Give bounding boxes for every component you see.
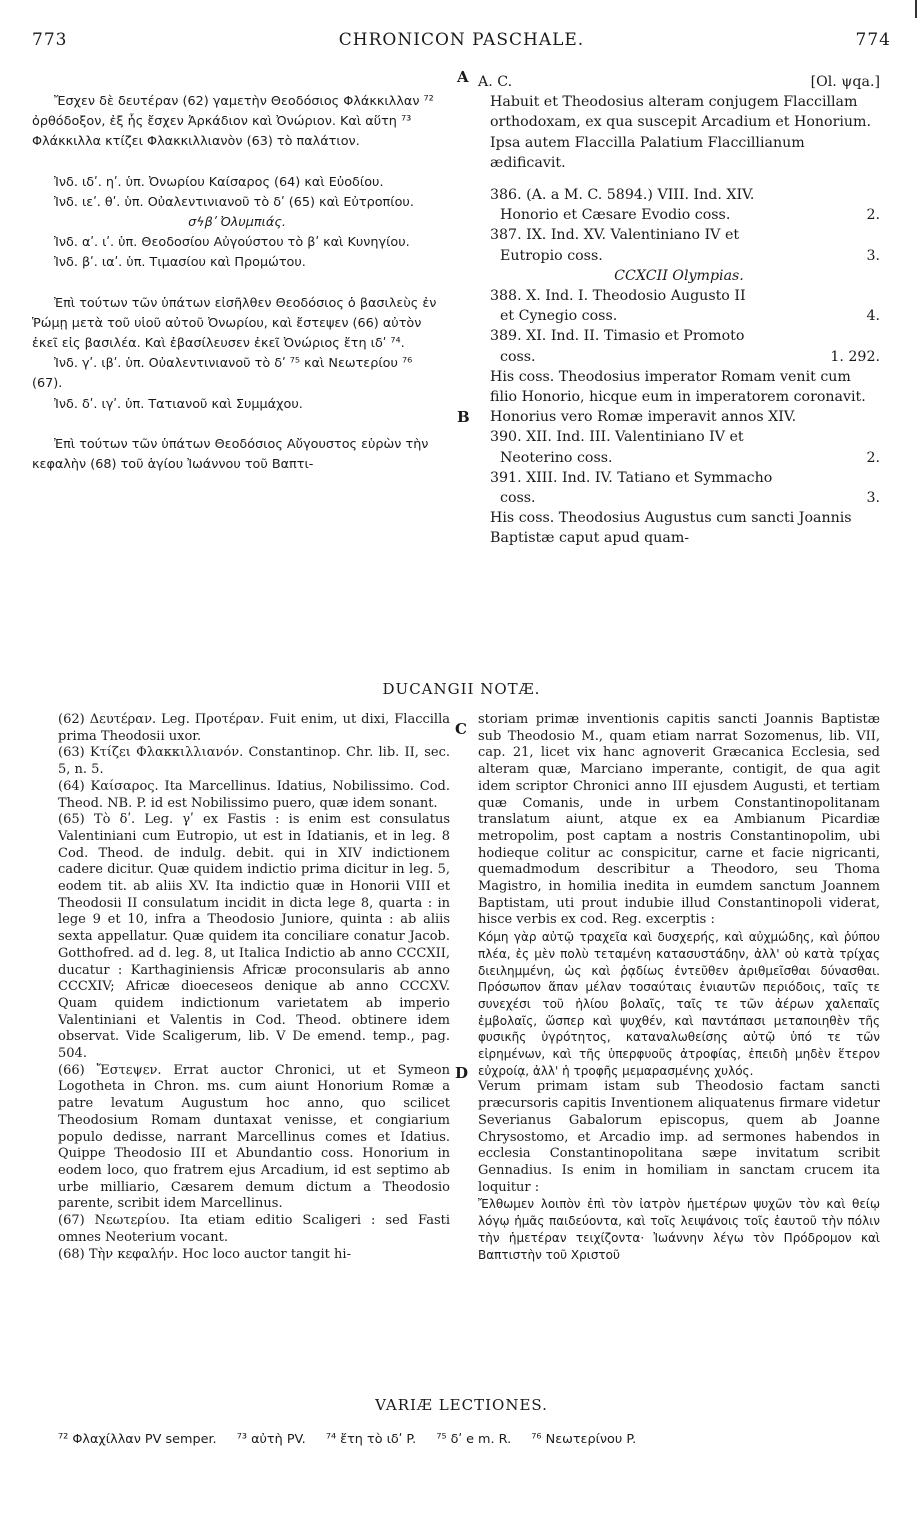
margin-mark-c: C xyxy=(455,720,467,738)
olympiad-year-number: 2. xyxy=(866,449,880,466)
latin-consuls: Neoterino coss. xyxy=(500,449,613,466)
notes-heading: DUCANGII NOTÆ. xyxy=(382,680,541,698)
latin-consuls: Eutropio coss. xyxy=(500,247,603,264)
note-67: (67) Νεωτερίου. Ita etiam editio Scaligeri : sed Fasti omnes Neoterium vocant. xyxy=(58,1213,450,1245)
latin-year-entry-line xyxy=(478,205,880,225)
greek-olympiad-heading: σϟβʹ Ὀλυμπιάς. xyxy=(188,215,286,231)
greek-paragraph: Ἔσχεν δὲ δευτέραν (62) γαμετὴν Θεοδόσιος Φλάκκιλλαν ⁷² ὀρθόδοξον, ἐξ ἧς ἔσχεν Ἀρκάδιον καὶ Ὀνώριον. Καὶ αὕτη ⁷³ Φλάκκιλλα κτίζει Φλακκιλλιανὸν (63) τὸ παλάτιον. xyxy=(32,94,434,150)
variant-reading: ⁷² Φλαχίλλαν PV semper. xyxy=(58,1432,217,1447)
running-title: CHRONICON PASCHALE. xyxy=(338,30,585,50)
latin-year-entry: 388. X. Ind. I. Theodosio Augusto II xyxy=(490,288,746,305)
latin-consuls: coss. xyxy=(500,348,536,365)
greek-quotation: Ἔλθωμεν λοιπὸν ἐπὶ τὸν ἰατρὸν ἡμετέρων ψυχῶν τὸν καὶ θείῳ λόγῳ ἡμᾶς παιδεύοντα, καὶ τοῖς λειψάνοις τοῖς ἑαυτοῦ τὴν πόλιν τὴν ἡμετέραν τειχίζοντα· Ἰωάννην λέγω τὸν Πρόδρομον καὶ Βαπτιστὴν τοῦ Χριστοῦ xyxy=(478,1197,880,1262)
greek-text-column xyxy=(32,92,442,475)
olympiad-year-number: 3. xyxy=(866,490,880,507)
latin-year-entry-line xyxy=(478,306,880,326)
latin-year-entry-line xyxy=(478,488,880,508)
greek-consul-entry: Ἰνδ. δʹ. ιγʹ. ὑπ. Τατιανοῦ καὶ Συμμάχου. xyxy=(54,396,303,412)
greek-consul-entry: Ἰνδ. αʹ. ιʹ. ὑπ. Θεοδοσίου Αὐγούστου τὸ βʹ καὶ Κυνηγίου. xyxy=(54,235,410,251)
latin-year-entry-line xyxy=(478,347,880,367)
latin-paragraph: Habuit et Theodosius alteram conjugem Flaccillam orthodoxam, ex qua suscepit Arcadium et Honorium. Ipsa autem Flaccilla Palatium Flaccillianum ædificavit. xyxy=(490,94,871,171)
olympiad-bracket: [Ol. ψqa.] xyxy=(810,74,880,90)
note-continuation: storiam primæ inventionis capitis sancti Joannis Baptistæ sub Theodosio M., quam etiam narrat Sozomenus, lib. VII, cap. 21, licet vix hanc agnoverit Græcanica Ecclesia, sed alteram quæ, Marciano imperante, contigit, de qua agit idem scriptor Chronici anno III ejusdem Augusti, et tertiam quæ Comanis, unde in urbem Constantinopolitanam translatum aiunt, atque ex ea Ambianum Picardiæ metropolim, post captam a nostris Constantinopolim, ubi hodieque colitur ac conspicitur, carne et facie nigricanti, quemadmodum describitur a Theodoro, seu Thoma Magistro, in homilia inedita in eumdem sanctum Joannem Baptistam, uti prout indubie illud Constantinopoli viderat, hisce verbis ex cod. Reg. excerptis : xyxy=(478,712,880,928)
latin-year-entry: 386. (A. a M. C. 5894.) VIII. Ind. XIV. xyxy=(490,187,755,204)
note-65: (65) Τὸ δʹ. Leg. γʹ ex Fastis : is enim est consulatus Valentiniani cum Eutropio, ut est in Idatianis, et in leg. 8 Cod. Theod. de indulg. debit. qui in XIV indictionem cadere dicitur. Quæ quidem indictio prima dicitur in leg. 5, eodem tit. ab aliis XV. Ita indictio quæ in Honorii VIII et Theodosii II consulatum incidit in dicta lege 8, quarta : in lege 9 et 10, infra a Theodosio Juniore, quinta : ab aliis sexta appellatur. Quæ quidem ita conciliare conatur Jacob. Gotthofred. ad d. leg. 8, ut Italica Indictio ab anno CCCXII, ducatur : Karthaginiensis Africæ proconsularis ab anno CCCXIV; Africæ dioeceseos denique ab anno CCCXV. Quam quidem indictionum varietatem ab imperio Valentiniani et Valentis in Cod. Theod. obtinere idem observat. Vide Scaligerum, lib. V De emend. temp., pag. 504. xyxy=(58,812,450,1062)
latin-olympiad-heading: CCXCII Olympias. xyxy=(614,267,744,284)
anno-christi-label: A. C. xyxy=(478,74,513,90)
variant-reading: ⁷³ αὐτὴ PV. xyxy=(236,1432,306,1447)
latin-year-entry: 391. XIII. Ind. IV. Tatiano et Symmacho xyxy=(490,469,773,486)
page-number-left: 773 xyxy=(32,30,68,50)
variant-reading: ⁷⁴ ἔτη τὸ ιδʹ P. xyxy=(325,1432,417,1447)
latin-year-entry-line xyxy=(478,246,880,266)
margin-mark-a: A xyxy=(457,68,469,86)
scan-edge-mark xyxy=(915,0,917,18)
margin-mark-d: D xyxy=(455,1064,469,1082)
latin-consuls: coss. xyxy=(500,490,536,507)
variae-heading: VARIÆ LECTIONES. xyxy=(375,1396,548,1414)
note-64: (64) Καίσαρος. Ita Marcellinus. Idatius, Nobilissimo. Cod. Theod. NB. P. id est Nobilissimo puero, quæ idem sonant. xyxy=(58,778,450,811)
latin-column-heading xyxy=(478,72,880,92)
running-header xyxy=(32,30,891,56)
note-62: (62) Δευτέραν. Leg. Προτέραν. Fuit enim, ut dixi, Flaccilla prima Theodosii uxor. xyxy=(58,712,450,744)
margin-mark-b: B xyxy=(457,408,470,426)
note-66: (66) Ἔστεψεν. Errat auctor Chronici, ut et Symeon Logotheta in Chron. ms. cum aiunt Honorium Romæ a patre levatum Augustum hoc anno, quo scilicet Theodosium Romam duntaxat venisse, et congiarium populo dedisse, narrant Marcellinus comes et Idatius. Quippe Theodosio III et Abundantio coss. Honorium in eodem loco, quo fratrem ejus Arcadium, id est septimo ab urbe milliario, Cæsarem demum dictum a Theodosio parente, scribit idem Marcellinus. xyxy=(58,1062,450,1212)
olympiad-year-number: 1. 292. xyxy=(830,348,880,365)
olympiad-year-number: 2. xyxy=(866,207,880,224)
latin-year-entry: 389. XI. Ind. II. Timasio et Promoto xyxy=(490,328,745,345)
latin-year-entry: 390. XII. Ind. III. Valentiniano IV et xyxy=(490,429,744,446)
greek-consul-entry: Ἰνδ. ιδʹ. ηʹ. ὑπ. Ὀνωρίου Καίσαρος (64) καὶ Εὐοδίου. xyxy=(54,174,384,190)
latin-text-column xyxy=(478,72,880,549)
greek-consul-entry: Ἰνδ. ιεʹ. θʹ. ὑπ. Οὐαλεντινιανοῦ τὸ δʹ (65) καὶ Εὐτροπίου. xyxy=(54,194,414,210)
latin-year-entry: 387. IX. Ind. XV. Valentiniano IV et xyxy=(490,227,740,244)
variant-reading: ⁷⁶ Νεωτερίνου P. xyxy=(531,1432,637,1447)
greek-paragraph: Ἐπὶ τούτων τῶν ὑπάτων εἰσῆλθεν Θεοδόσιος ὁ βασιλεὺς ἐν Ῥώμῃ μετὰ τοῦ υἱοῦ αὐτοῦ Ὀνωρίου, καὶ ἔστεψεν (66) αὐτὸν ἐκεῖ εἰς βασιλέα. Καὶ ἐβασίλευσεν ἐκεῖ Ὀνώριος ἔτη ιδʹ ⁷⁴. xyxy=(32,295,437,352)
latin-consuls: et Cynegio coss. xyxy=(500,308,618,325)
variant-readings xyxy=(58,1432,878,1447)
notes-column-right xyxy=(478,712,880,1263)
latin-paragraph: His coss. Theodosius Augustus cum sancti Joannis Baptistæ caput apud quam- xyxy=(490,510,852,547)
note-continuation: Verum primam istam sub Theodosio factam sancti præcursoris capitis Inventionem aliquatenus firmare videtur Severianus Gabalorum episcopus, quem ab Joanne Chrysostomo, et Arcadio imp. ad sermones habendos in ecclesia Constantinopolitana sæpe invitatum scribit Gennadius. Is enim in homiliam in sanctam crucem ita loquitur : xyxy=(478,1079,880,1195)
page-number-right: 774 xyxy=(855,30,891,50)
note-68: (68) Τὴν κεφαλήν. Hoc loco auctor tangit hi- xyxy=(58,1246,351,1262)
latin-year-entry-line xyxy=(478,448,880,468)
greek-quotation: Κόμη γὰρ αὐτῷ τραχεῖα καὶ δυσχερής, καὶ αὐχμώδης, καὶ ῥύπου πλέα, ἐς μὲν πολὺ τεταμένη κατασυστάδην, ἀλλ' οὐ κατὰ τρίχας διειλημμένη, ὡς καὶ ῥᾳδίως ἐντεῦθεν ἀριθμεῖσθαι δύνασθαι. Πρόσωπον ἅπαν μέλαν τοσαύταις ἐνιαυτῶν περιόδοις, ταῖς τε συνεχέσι τοῦ ἡλίου βολαῖς, ταῖς τε τῶν ἀέρων χαλεπαῖς ἐμβολαῖς, ὥσπερ καὶ ψυχθέν, καὶ παντάπασι μεταποιηθὲν τῆς φυσικῆς ὑγρότητος, καταναλωθείσης αὐτῷ ὑπό τε τῶν εἰρημένων, καὶ τῆς ὑπερφυοῦς ἀτροφίας, ἐπειδὴ μηδὲν ἕτερον εὐχροίᾳ, ἀλλ' ἡ τροφῆς μεμαρασμένης χυλός. xyxy=(478,930,880,1078)
note-63: (63) Κτίζει Φλακκιλλιανόν. Constantinop. Chr. lib. II, sec. 5, n. 5. xyxy=(58,745,450,778)
olympiad-year-number: 4. xyxy=(866,308,880,325)
latin-consuls: Honorio et Cæsare Evodio coss. xyxy=(500,207,731,224)
variant-reading: ⁷⁵ δʹ e m. R. xyxy=(436,1432,512,1447)
greek-paragraph: Ἐπὶ τούτων τῶν ὑπάτων Θεοδόσιος Αὔγουστος εὑρὼν τὴν κεφαλὴν (68) τοῦ ἁγίου Ἰωάννου τοῦ Βαπτι- xyxy=(32,436,429,473)
latin-paragraph: His coss. Theodosius imperator Romam venit cum filio Honorio, hicque eum in imperatorem coronavit. Honorius vero Romæ imperavit annos XIV. xyxy=(490,368,866,426)
greek-consul-entry: Ἰνδ. γʹ. ιβʹ. ὑπ. Οὐαλεντινιανοῦ τὸ δʹ ⁷⁵ καὶ Νεωτερίου ⁷⁶ (67). xyxy=(32,356,413,392)
notes-column-left xyxy=(58,712,450,1263)
greek-consul-entry: Ἰνδ. βʹ. ιαʹ. ὑπ. Τιμασίου καὶ Προμώτου. xyxy=(54,255,306,271)
olympiad-year-number: 3. xyxy=(866,247,880,264)
